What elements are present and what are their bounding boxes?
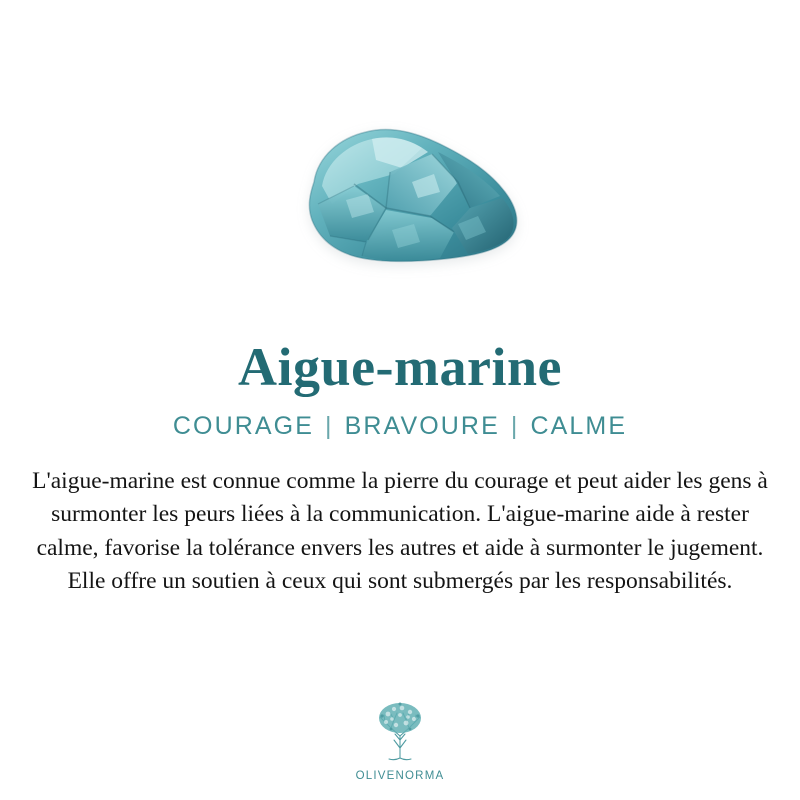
description-text: L'aigue-marine est connue comme la pierre du courage et peut aider les gens à surmonter les peurs liées à la communication. L'aigue-marine aide à rester calme, favorise la tolérance envers les autres et aide à surmonter le jugement. Elle offre un soutien à ceux qui sont submergés par les responsabilités. [32,468,768,595]
tree-logo-icon [358,696,442,768]
raw-aquamarine-stone-icon [262,112,538,282]
page-title: Aigue-marine [238,337,562,397]
brand-name: OLIVENORMA [355,770,445,782]
aquamarine-stone-image [262,112,538,282]
keyword-list [173,412,627,441]
keyword-2: BRAVOURE [344,412,500,440]
stone-image-area [0,0,800,330]
brand-logo [0,696,800,782]
keyword-1: COURAGE [172,412,314,440]
keyword-separator-1: | [324,412,334,440]
keyword-separator-2: | [510,412,520,440]
keyword-3: CALME [530,412,628,440]
